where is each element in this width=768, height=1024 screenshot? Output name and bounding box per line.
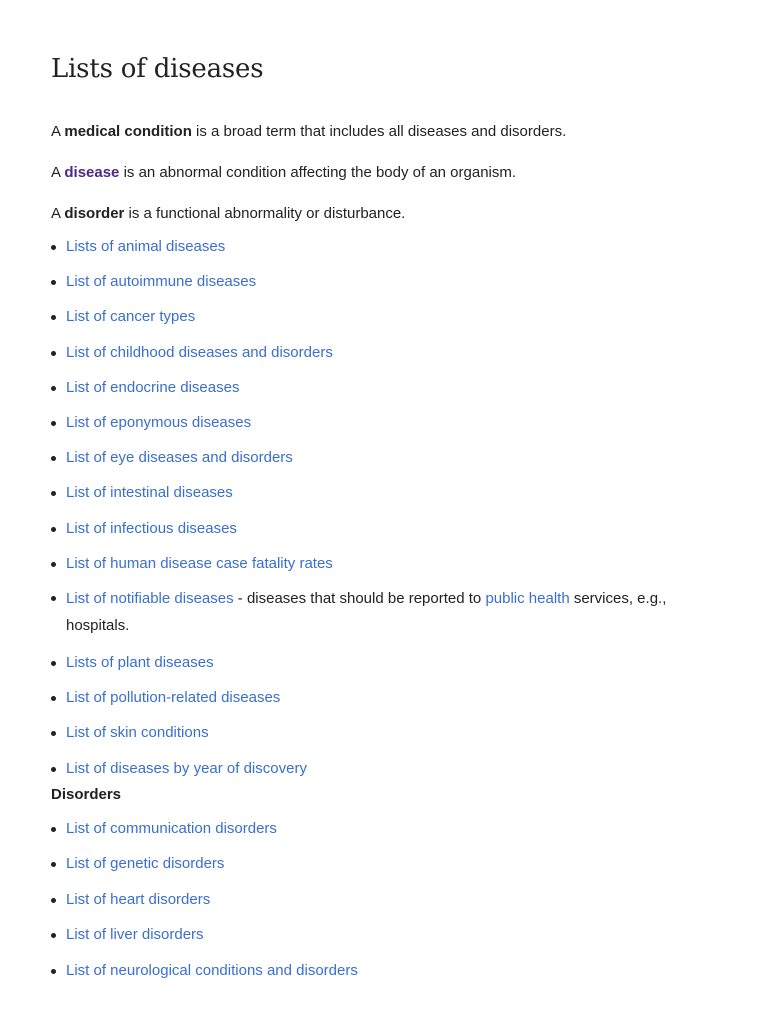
list-item	[51, 652, 691, 674]
definition-prefix: A	[51, 205, 65, 222]
list-item	[51, 722, 691, 744]
definition-disorder	[51, 203, 405, 225]
item-description: - diseases that should be reported to	[233, 589, 486, 607]
list-item	[51, 412, 691, 434]
list-item	[51, 306, 691, 328]
list-item	[51, 889, 691, 911]
disorders-heading: Disorders	[51, 786, 122, 803]
bullet	[51, 696, 56, 701]
list-item	[51, 853, 691, 875]
list-item	[51, 818, 691, 840]
list-item	[51, 482, 691, 504]
list-link[interactable]: Lists of plant diseases	[66, 654, 214, 672]
bullet	[51, 827, 56, 832]
bullet	[51, 527, 56, 532]
list-link[interactable]: List of neurological conditions and disorders	[66, 961, 358, 979]
item-description: services, e.g., hospitals.	[66, 589, 667, 634]
list-link[interactable]: List of human disease case fatality rates	[66, 554, 333, 572]
definition-medical-condition	[51, 121, 566, 143]
list-item	[51, 377, 691, 399]
term-medical-condition: medical condition	[64, 123, 192, 140]
list-link[interactable]: List of liver disorders	[66, 926, 204, 944]
list-link[interactable]: List of heart disorders	[66, 890, 211, 908]
list-link[interactable]: List of skin conditions	[66, 724, 209, 742]
list-link[interactable]: List of genetic disorders	[66, 855, 225, 873]
list-link[interactable]: List of cancer types	[66, 308, 196, 326]
list-item	[51, 271, 691, 293]
list-item	[51, 518, 691, 540]
list-link[interactable]: List of pollution-related diseases	[66, 689, 281, 707]
page-title: Lists of diseases	[51, 54, 264, 84]
bullet	[51, 386, 56, 391]
disorder-lists	[51, 818, 691, 995]
bullet	[51, 596, 56, 601]
list-link[interactable]: List of endocrine diseases	[66, 378, 240, 396]
list-link[interactable]: List of intestinal diseases	[66, 484, 233, 502]
list-item-notifiable	[51, 585, 691, 639]
list-item	[51, 960, 691, 982]
bullet	[51, 491, 56, 496]
term-disorder: disorder	[64, 205, 125, 222]
list-link[interactable]: List of eye diseases and disorders	[66, 449, 293, 467]
list-link[interactable]: List of autoimmune diseases	[66, 273, 257, 291]
definition-text: is a broad term that includes all diseases and disorders.	[191, 123, 567, 140]
list-link[interactable]: List of eponymous diseases	[66, 413, 252, 431]
definition-text: is an abnormal condition affecting the body of an organism.	[119, 164, 517, 181]
bullet	[51, 351, 56, 356]
bullet	[51, 969, 56, 974]
bullet	[51, 280, 56, 285]
term-disease-link[interactable]: disease	[64, 164, 120, 181]
bullet	[51, 421, 56, 426]
list-item	[51, 342, 691, 364]
definition-prefix: A	[51, 164, 65, 181]
bullet	[51, 933, 56, 938]
definition-disease	[51, 162, 516, 184]
list-item	[51, 687, 691, 709]
public-health-link[interactable]: public health	[485, 589, 570, 607]
list-item	[51, 447, 691, 469]
bullet	[51, 245, 56, 250]
disease-lists	[51, 236, 691, 793]
list-link[interactable]: List of infectious diseases	[66, 519, 237, 537]
list-link[interactable]: List of childhood diseases and disorders	[66, 343, 333, 361]
list-item	[51, 553, 691, 575]
definition-prefix: A	[51, 123, 65, 140]
list-link[interactable]: Lists of animal diseases	[66, 238, 226, 255]
bullet	[51, 661, 56, 666]
definition-text: is a functional abnormality or disturbance.	[124, 205, 406, 222]
list-link[interactable]: List of communication disorders	[66, 820, 277, 837]
list-item	[51, 236, 691, 258]
bullet	[51, 315, 56, 320]
bullet	[51, 898, 56, 903]
list-link[interactable]: List of diseases by year of discovery	[66, 759, 307, 777]
bullet	[51, 456, 56, 461]
bullet	[51, 731, 56, 736]
list-item	[51, 758, 691, 780]
bullet	[51, 862, 56, 867]
list-item	[51, 924, 691, 946]
bullet	[51, 562, 56, 567]
list-link[interactable]: List of notifiable diseases	[66, 589, 234, 607]
bullet	[51, 767, 56, 772]
